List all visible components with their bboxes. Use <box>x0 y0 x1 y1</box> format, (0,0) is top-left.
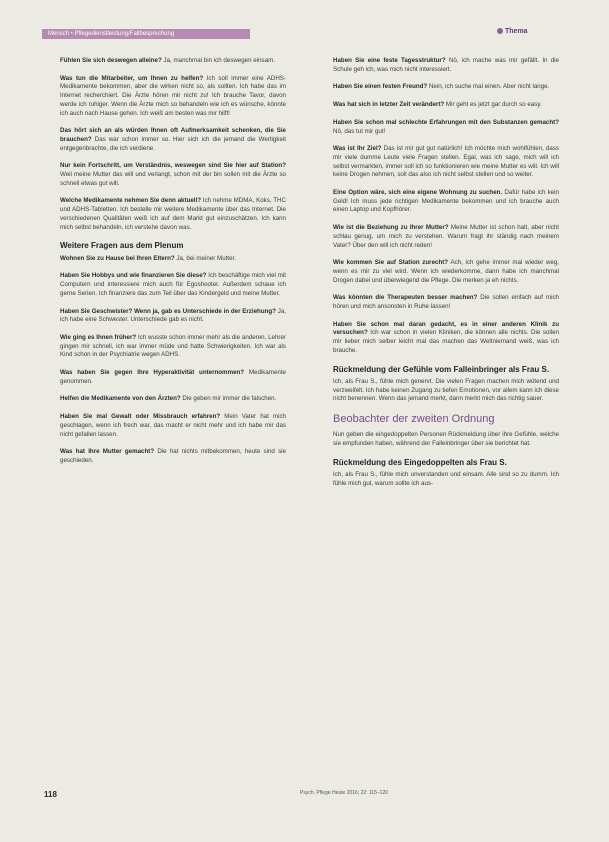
qa-block <box>60 413 286 439</box>
answer-text: Mir geht es jetzt gar durch so easy. <box>445 101 542 109</box>
answer-text: Die hat nichts mitbekommen, heute sind sie geschieden. <box>60 448 286 464</box>
qa-block <box>60 395 286 404</box>
question-text: Was haben Sie gegen Ihre Hyperaktivität unternommen? <box>60 369 245 377</box>
thema-dot-icon <box>497 28 503 34</box>
answer-text: Ja, bei meiner Mutter. <box>176 254 236 262</box>
qa-block <box>333 57 559 74</box>
left-qa-group-1 <box>60 57 286 232</box>
answer-text: Ich soll immer eine ADHS-Medikamente bekommen, aber die wirken nicht so, als sollten. Ich habe das im Internet recherchiert. Die Ärzte hören mir nicht zu! Ich brauche Tavor, davon werde ich ruhiger. Wenn die Ärzte mich so behandeln wie ich es wünsche, könnte ich auch nach Hause gehen. Ich weiß am besten was mir hilft! <box>60 74 286 117</box>
left-subheading: Weitere Fragen aus dem Plenum <box>60 241 184 251</box>
qa-block <box>60 162 286 188</box>
question-text: Was hat Ihre Mutter gemacht? <box>60 448 155 456</box>
question-text: Haben Sie Hobbys und wie finanzieren Sie diese? <box>60 272 207 280</box>
answer-text: Ja, manchmal bin ich deswegen einsam. <box>163 57 275 64</box>
question-text: Was könnten die Therapeuten besser machen? <box>333 294 478 302</box>
qa-block <box>60 75 286 119</box>
answer-text: Die geben mir immer die falschen. <box>182 395 277 403</box>
qa-block <box>60 57 286 66</box>
answer-text: Dafür habe ich kein Geld! Ich muss jede richtigen Medikamente bekommen und ich brauche auch einen Laptop und Kopfhörer. <box>333 189 559 214</box>
qa-block <box>333 83 559 92</box>
question-text: Haben Sie Geschwister? Wenn ja, gab es Unterschiede in der Erziehung? <box>60 307 276 315</box>
question-text: Wie ging es Ihnen früher? <box>60 333 137 341</box>
question-text: Haben Sie mal Gewalt oder Missbrauch erfahren? <box>60 413 221 421</box>
section-title: Beobachter der zweiten Ordnung <box>333 413 495 426</box>
answer-text: Das ist mir gut gut natürlich! Ich möchte mich wohlfühlen, dass mir viele dumme Leute viele Fragen stellen. Egal, was ich sage, mich will ich selbst vermarkten, immer soll ich so funktionieren wie meine Mutter es will. Ich will keine Drogen nehmen, soll das also ich nicht selbst stellen und so weiter. <box>333 145 560 179</box>
question-text: Wie kommen Sie auf Station zurecht? <box>333 259 449 267</box>
answer-text: Nö, das tut mir gut! <box>333 127 386 135</box>
question-text: Eine Option wäre, sich eine eigene Wohnung zu suchen. <box>333 189 503 197</box>
question-text: Was tun die Mitarbeiter, um Ihnen zu helfen? <box>60 74 204 82</box>
question-text: Nur kein Fortschritt, um Verständnis, weswegen sind Sie hier auf Station? <box>60 162 286 170</box>
question-text: Haben Sie einen festen Freund? <box>333 83 428 91</box>
question-text: Helfen die Medikamente von den Ärzten? <box>60 395 181 403</box>
qa-block <box>333 224 559 250</box>
qa-block <box>60 255 286 264</box>
answer-text: Ich beschäftige mich viel mit Computern und interessiere mich auch für Egoshooter. Außerdem schaue ich gerne Serien. Ich finanziere das zum Teil über das Kindergeld und meine Mutter. <box>60 272 286 297</box>
qa-block <box>60 369 286 386</box>
section-paragraph: Nun geben die eingedoppelten Personen Rückmeldung über ihre Gefühle, welche sie empfunden haben, während der Falleinbringer über sie berichtet hat. <box>333 431 559 447</box>
qa-block <box>60 127 286 153</box>
answer-text: Nö, ich mache was mir gefällt. In die Schule geh ich, was mich nicht interessiert. <box>333 57 560 73</box>
left-column <box>60 57 286 475</box>
answer-text: Ich war schon in vielen Kliniken, die können alle nichts. Die sollen mir lieber mich selber leicht mal das machen das Weltniemand weiß, was ich brauche. <box>333 329 559 354</box>
qa-block <box>60 334 286 360</box>
eingedoppelt-paragraph: Ich, als Frau S., fühle mich unverstanden und einsam. Alle sind so zu dumm. Ich fühle mich gut, warum sollte ich aus- <box>333 471 559 487</box>
qa-block <box>333 321 559 356</box>
question-text: Haben Sie eine feste Tagesstruktur? <box>333 57 446 64</box>
qa-block <box>60 197 286 232</box>
right-subheading-feedback: Rückmeldung der Gefühle vom Falleinbringer als Frau S. <box>333 364 550 374</box>
question-text: Wohnen Sie zu Hause bei Ihren Eltern? <box>60 254 175 262</box>
answer-text: Medikamente genommen. <box>60 369 286 385</box>
feedback-paragraph: Ich, als Frau S., fühle mich genervt. Die vielen Fragen machen mich wütend und verzweifelt. Ich habe keinen Zugang zu tiefen Emotionen, vor allem kann ich diese nicht benennen. Wenn das jemand merkt, dann merkt mich das richtig sauer. <box>333 378 559 403</box>
qa-block <box>333 101 559 110</box>
question-text: Wie ist die Beziehung zu Ihrer Mutter? <box>333 224 449 232</box>
left-qa-group-2 <box>60 255 286 466</box>
thema-tag <box>497 28 528 35</box>
answer-text: Die sollen einfach auf mich hören und mich ansonsten in Ruhe lassen! <box>333 294 559 311</box>
answer-text: Ach, ich gehe immer mal wieder weg, wenn es mir zu viel wird. Wenn ich wiederkomme, dann habe ich manchmal Drogen dabei und überwiegend die Pflege. Die merken ja eh nichts. <box>333 259 559 284</box>
qa-block <box>333 145 559 180</box>
answer-text: Mein Vater hat mich geschlagen, wenn ich frech war, das macht er nicht mehr und ich habe mir das nicht gefallen lassen. <box>60 413 286 438</box>
answer-text: Das war schon immer so. Hier sich ich die jemand die Wertigkeit entgegenbrachte, die ich verdiene. <box>60 135 286 152</box>
question-text: Welche Medikamente nehmen Sie denn aktuell? <box>60 197 202 205</box>
page-number: 118 <box>44 790 57 799</box>
footer-citation: Psych. Pflege Heute 2016; 22: 115–120 <box>300 790 389 796</box>
answer-text: Weil meine Mutter das will und verlangt, schon mit der bin sollen mit die Ärzte so schnell etwas gut will. <box>60 171 286 187</box>
qa-block <box>60 272 286 298</box>
right-column <box>333 57 559 498</box>
qa-block <box>60 448 286 465</box>
question-text: Was ist Ihr Ziel? <box>333 145 382 153</box>
section-header-band: Mensch • Pflegedienstleistung/Fallbesprechung <box>42 29 250 39</box>
answer-text: Ja, ich habe eine Schwester. Unterschiede gab es nicht. <box>60 307 286 324</box>
question-text: Haben Sie schon mal schlechte Erfahrungen mit den Substanzen gemacht? <box>333 118 559 126</box>
qa-block <box>333 119 559 136</box>
right-qa-group <box>333 57 559 356</box>
question-text: Fühlen Sie sich deswegen alleine? <box>60 57 162 64</box>
right-subheading-eingedoppelt: Rückmeldung des Eingedoppelten als Frau S. <box>333 457 507 467</box>
qa-block <box>333 294 559 311</box>
question-text: Haben Sie schon mal daran gedacht, es in einer anderen Klinik zu versuchen? <box>333 320 559 337</box>
qa-block <box>333 259 559 285</box>
qa-block <box>60 308 286 325</box>
question-text: Was hat sich in letzter Zeit verändert? <box>333 101 445 109</box>
answer-text: Ich wusste schon immer mehr als die anderen, Lehrer gingen mir schnell, ich war immer müde und hatte Schwierigkeiten. Ich war als Kind schon in der Psychiatrie wegen ADHS. <box>60 333 286 359</box>
answer-text: Ich nehme MDMA, Koks, THC und ADHS-Tabletten. Ich bestelle mir weitere Medikamente über das Internet. Die verschiedenen Qualitäten weiß ich auf dem Markt gut einzuschätzen. Ich kann mich selbst behandeln, ich verstehe davon was. <box>60 197 286 231</box>
question-text: Das hört sich an als würden Ihnen oft Aufmerksamkeit schenken, die Sie brauchen? <box>60 127 286 143</box>
answer-text: Nein, ich suche mal einen. Aber nicht lange. <box>428 83 550 91</box>
thema-label: Thema <box>505 28 528 35</box>
qa-block <box>333 189 559 215</box>
answer-text: Meine Mutter ist schon halt, aber nicht schlau genug, um mich zu verstehen. Warum fragt ihr ständig nach meinem Vater? Über den will ich nicht reden! <box>333 224 559 249</box>
